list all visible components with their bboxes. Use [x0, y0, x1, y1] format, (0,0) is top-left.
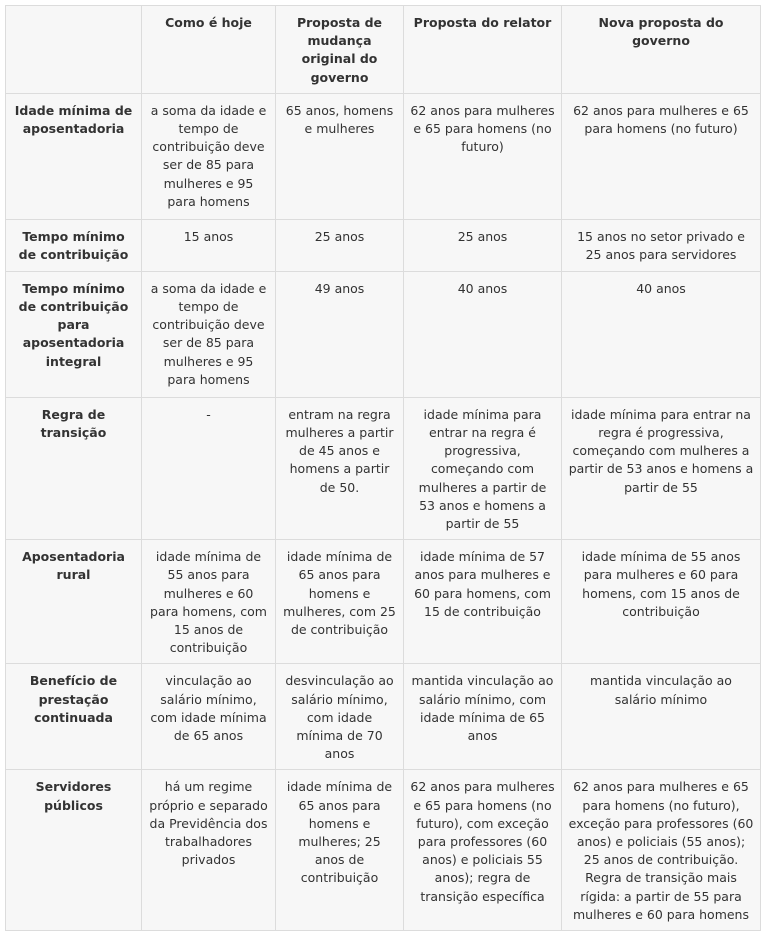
table-cell: mantida vinculação ao salário mínimo, com idade mínima de 65 anos: [404, 664, 562, 770]
header-current: Como é hoje: [142, 6, 276, 94]
table-cell: idade mínima de 57 anos para mulheres e 60 para homens, com 15 de contribuição: [404, 540, 562, 664]
table-cell: 62 anos para mulheres e 65 para homens (no futuro), com exceção para professores (60 anos) e policiais 55 anos); regra de transição específica: [404, 770, 562, 931]
table-row: [6, 397, 761, 539]
table-cell: 15 anos: [142, 219, 276, 271]
table-cell: idade mínima de 65 anos para homens e mulheres, com 25 de contribuição: [276, 540, 404, 664]
table-cell: 65 anos, homens e mulheres: [276, 93, 404, 219]
table-cell: 62 anos para mulheres e 65 para homens (no futuro): [404, 93, 562, 219]
row-label: Benefício de prestação continuada: [6, 664, 142, 770]
comparison-table: [5, 5, 761, 931]
table-cell: vinculação ao salário mínimo, com idade mínima de 65 anos: [142, 664, 276, 770]
table-cell: 25 anos: [276, 219, 404, 271]
table-cell: -: [142, 397, 276, 539]
table-row: [6, 540, 761, 664]
header-new-proposal: Nova proposta do governo: [562, 6, 761, 94]
table-row: [6, 271, 761, 397]
table-cell: idade mínima para entrar na regra é progressiva, começando com mulheres a partir de 53 anos e homens a partir de 55: [562, 397, 761, 539]
table-cell: 25 anos: [404, 219, 562, 271]
table-cell: 40 anos: [562, 271, 761, 397]
header-original-proposal: Proposta de mudança original do governo: [276, 6, 404, 94]
table-cell: a soma da idade e tempo de contribuição deve ser de 85 para mulheres e 95 para homens: [142, 271, 276, 397]
header-empty-cell: [6, 6, 142, 94]
table-cell: 49 anos: [276, 271, 404, 397]
table-cell: 62 anos para mulheres e 65 para homens (no futuro): [562, 93, 761, 219]
table-cell: a soma da idade e tempo de contribuição deve ser de 85 para mulheres e 95 para homens: [142, 93, 276, 219]
table-row: [6, 93, 761, 219]
table-row: [6, 219, 761, 271]
row-label: Servidores públicos: [6, 770, 142, 931]
table-cell: idade mínima de 55 anos para mulheres e 60 para homens, com 15 anos de contribuição: [562, 540, 761, 664]
row-label: Aposentadoria rural: [6, 540, 142, 664]
table-cell: 62 anos para mulheres e 65 para homens (no futuro), exceção para professores (60 anos) e policiais (55 anos); 25 anos de contribuição. Regra de transição mais rígida: a partir de 55 para mulheres e 60 para homens: [562, 770, 761, 931]
table-cell: idade mínima de 55 anos para mulheres e 60 para homens, com 15 anos de contribuição: [142, 540, 276, 664]
table-cell: há um regime próprio e separado da Previdência dos trabalhadores privados: [142, 770, 276, 931]
row-label: Tempo mínimo de contribuição para aposentadoria integral: [6, 271, 142, 397]
table-cell: idade mínima para entrar na regra é progressiva, começando com mulheres a partir de 53 anos e homens a partir de 55: [404, 397, 562, 539]
table-row: [6, 664, 761, 770]
header-rapporteur-proposal: Proposta do relator: [404, 6, 562, 94]
header-row: [6, 6, 761, 94]
row-label: Tempo mínimo de contribuição: [6, 219, 142, 271]
table-cell: idade mínima de 65 anos para homens e mulheres; 25 anos de contribuição: [276, 770, 404, 931]
table-row: [6, 770, 761, 931]
table-cell: entram na regra mulheres a partir de 45 anos e homens a partir de 50.: [276, 397, 404, 539]
row-label: Idade mínima de aposentadoria: [6, 93, 142, 219]
table-cell: 15 anos no setor privado e 25 anos para servidores: [562, 219, 761, 271]
row-label: Regra de transição: [6, 397, 142, 539]
table-cell: 40 anos: [404, 271, 562, 397]
table-cell: desvinculação ao salário mínimo, com idade mínima de 70 anos: [276, 664, 404, 770]
table-cell: mantida vinculação ao salário mínimo: [562, 664, 761, 770]
